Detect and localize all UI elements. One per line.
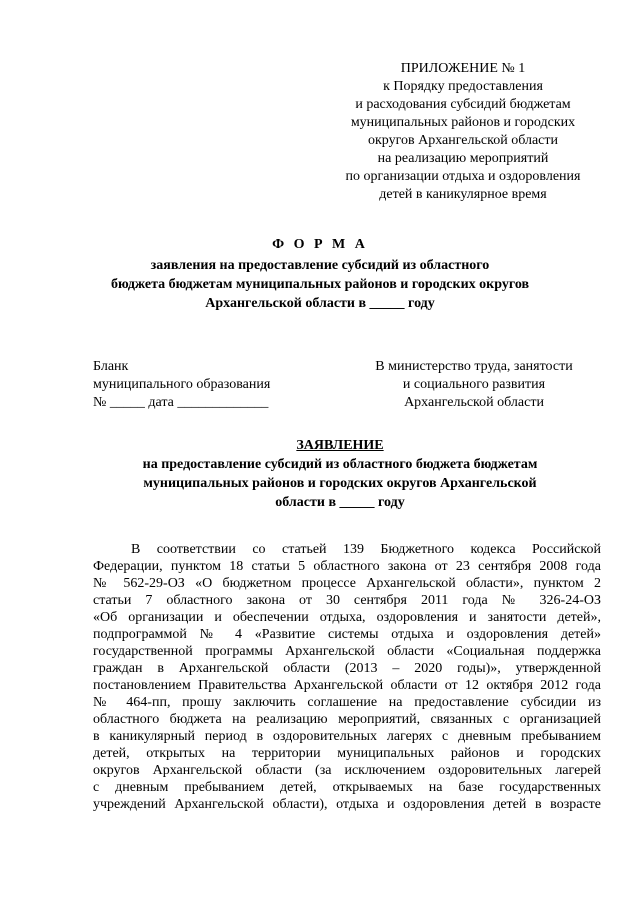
form-title: Ф О Р М А [272,237,368,252]
body-line: постановлением Правительства Архангельской области от 12 октября 2012 года [93,678,601,693]
form-subtitle-line: заявления на предоставление субсидий из областного [150,258,490,273]
body-line: учреждений Архангельской области), отдыха и оздоровления детей в возрасте [93,797,601,812]
body-line: в каникулярный период в оздоровительных лагерях с дневным пребыванием [93,729,601,744]
addressee-line: и социального развития [402,377,546,392]
statement-subtitle-line: муниципальных районов и городских округов Архангельской [143,476,537,491]
appendix-block [325,60,601,204]
addressee-block [365,358,583,412]
appendix-line: муниципальных районов и городских [350,115,576,130]
appendix-title: ПРИЛОЖЕНИЕ № 1 [400,61,526,76]
form-heading [0,235,640,313]
appendix-line: на реализацию мероприятий [377,151,549,166]
statement-subtitle-line: на предоставление субсидий из областного бюджета бюджетам [142,457,538,472]
body-line: с дневным пребыванием детей, открываемых на базе государственных [93,780,601,795]
body-line: № 464-пп, прошу заключить соглашение на предоставление субсидии из [93,695,601,710]
letterhead-line: муниципального образования [93,377,271,392]
body-line: статьи 7 областного закона от 30 сентября 2011 года № 326-24-ОЗ [93,593,601,608]
body-line: № 562-29-ОЗ «О бюджетном процессе Архангельской области», пунктом 2 [93,576,601,591]
body-line: граждан в Архангельской области (2013 – 2020 годы)», утвержденной [93,661,601,676]
letterhead-number-date: № _____ дата _____________ [93,395,269,410]
statement-title: ЗАЯВЛЕНИЕ [296,438,384,453]
appendix-line: и расходования субсидий бюджетам [355,97,571,112]
body-line: округов Архангельской области (за исключением оздоровительных лагерей [93,763,601,778]
appendix-line: округов Архангельской области [368,133,558,148]
form-subtitle-line: бюджета бюджетам муниципальных районов и городских округов [110,277,530,292]
form-subtitle-line: Архангельской области в _____ году [205,296,435,311]
statement-subtitle-line: области в _____ году [275,495,405,510]
addressee-line: Архангельской области [404,395,544,410]
statement-heading [0,436,640,512]
addressee-line: В министерство труда, занятости [375,359,573,374]
appendix-line: детей в каникулярное время [379,187,547,202]
body-line: В соответствии со статьей 139 Бюджетного кодекса Российской [131,542,601,557]
body-line: областного бюджета на реализацию мероприятий, связанных с организацией [93,712,601,727]
letterhead-line: Бланк [93,359,129,374]
body-line: детей, открытых на территории муниципальных районов и городских [93,746,601,761]
body-line: Федерации, пунктом 18 статьи 5 областного закона от 23 сентября 2008 года [93,559,601,574]
appendix-line: по организации отдыха и оздоровления [345,169,581,184]
appendix-line: к Порядку предоставления [383,79,543,94]
letterhead-block [93,358,270,412]
body-line: государственной программы Архангельской области «Социальная поддержка [93,644,601,659]
statement-body [93,541,601,813]
body-line: «Об организации и обеспечении отдыха, оздоровления и занятости детей», [93,610,601,625]
body-line: подпрограммой № 4 «Развитие системы отдыха и оздоровления детей» [93,627,601,642]
